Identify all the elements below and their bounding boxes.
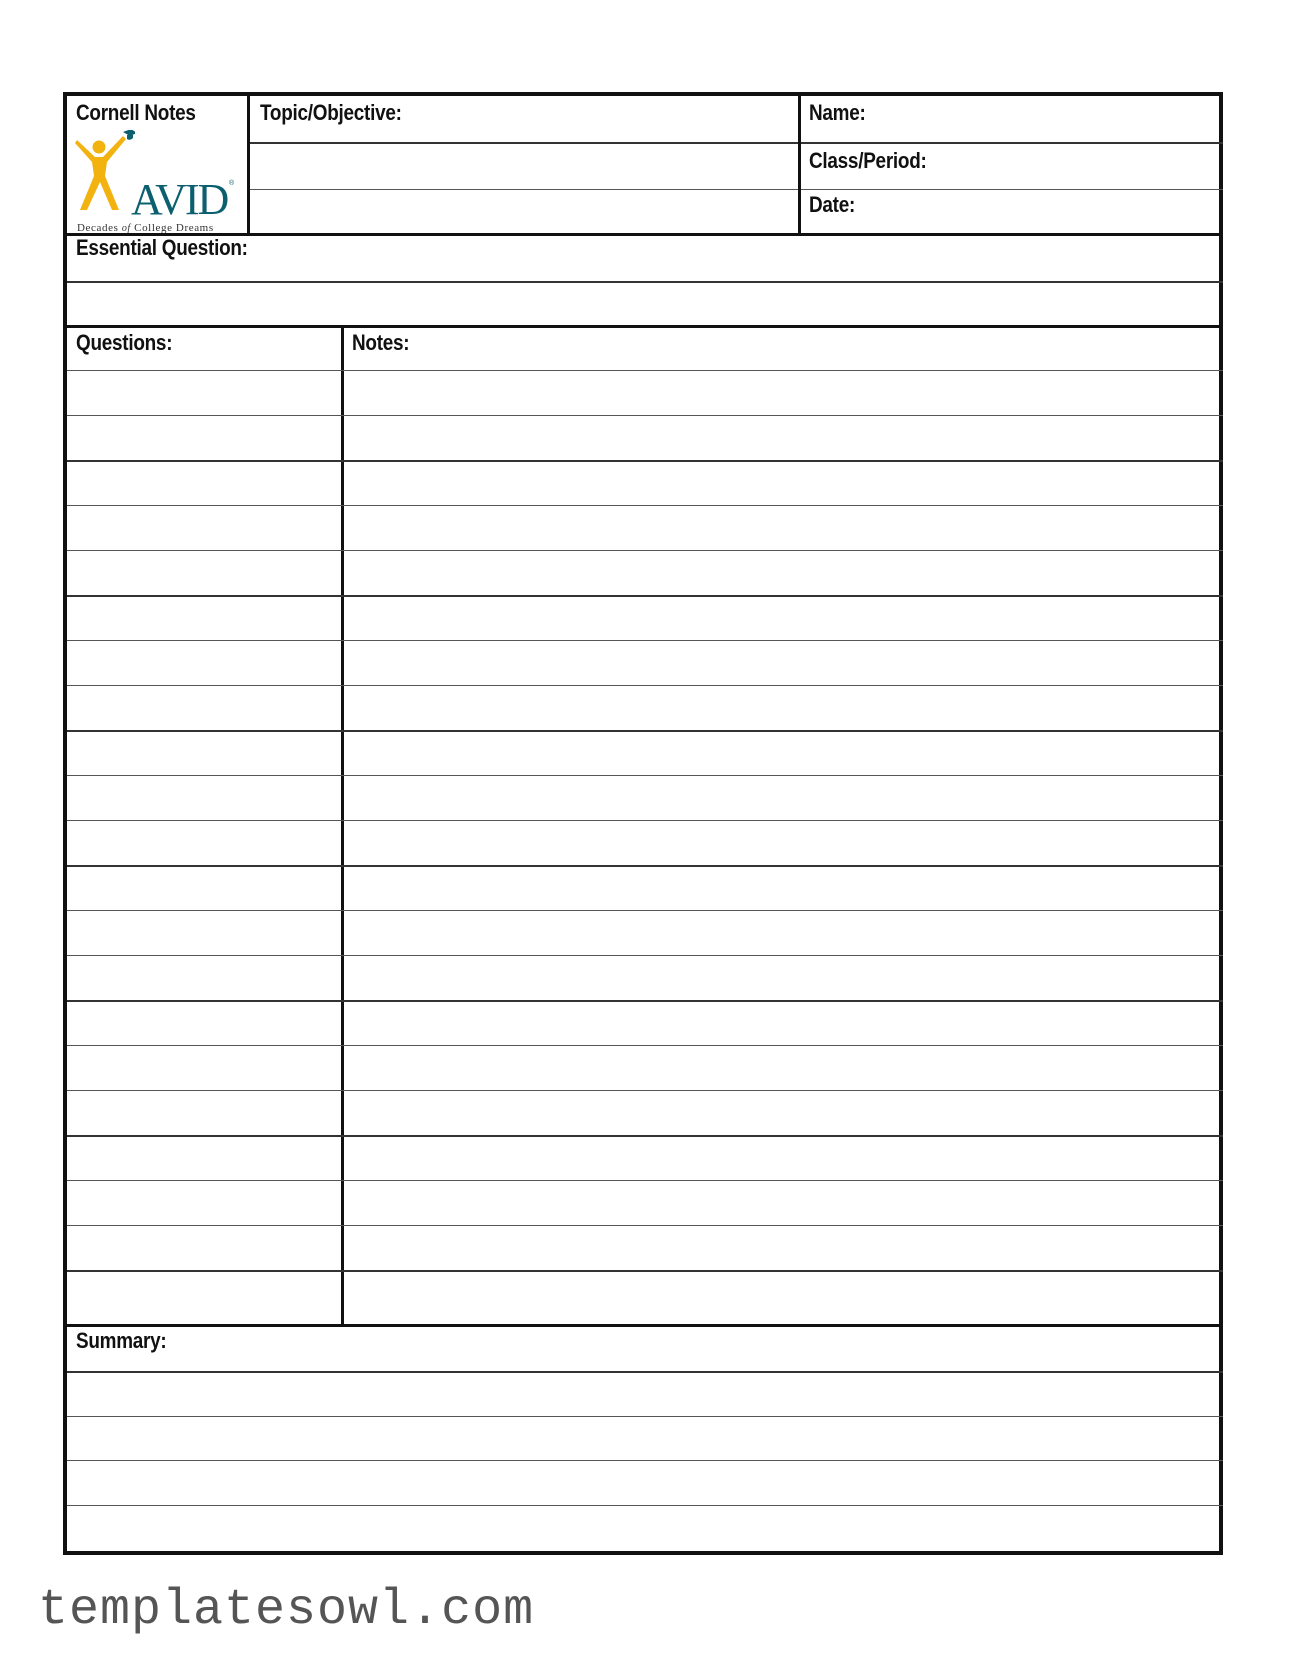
header-divider-left — [247, 96, 250, 236]
name-label: Name: — [809, 100, 866, 125]
form-title: Cornell Notes — [76, 100, 196, 125]
essential-question-line — [67, 281, 1223, 283]
essential-bottom-border — [67, 325, 1223, 328]
avid-logo — [75, 130, 235, 234]
essential-question-label: Essential Question: — [76, 235, 248, 260]
note-rule-line — [67, 955, 1223, 956]
note-rule-line — [67, 1225, 1223, 1226]
questions-label: Questions: — [76, 330, 173, 355]
note-rule-line — [67, 1270, 1223, 1272]
note-rule-line — [67, 415, 1223, 416]
summary-rule-line — [67, 1416, 1223, 1417]
note-rule-line — [67, 775, 1223, 776]
note-rule-line — [67, 595, 1223, 597]
summary-rule-line — [67, 1460, 1223, 1461]
summary-label: Summary: — [76, 1328, 167, 1353]
note-rule-line — [67, 820, 1223, 821]
note-rule-line — [67, 685, 1223, 686]
topic-line-2 — [250, 189, 798, 190]
note-rule-line — [67, 1090, 1223, 1091]
note-rule-line — [67, 1045, 1223, 1046]
name-line — [801, 142, 1223, 144]
note-rule-line — [67, 460, 1223, 462]
note-rule-line — [67, 1135, 1223, 1137]
cornell-notes-form — [63, 92, 1223, 1555]
topic-objective-label: Topic/Objective: — [260, 100, 402, 125]
class-line — [801, 189, 1223, 190]
questions-notes-divider — [341, 326, 344, 1326]
note-rule-line — [67, 865, 1223, 867]
notes-bottom-border — [67, 1324, 1223, 1327]
note-rule-line — [67, 550, 1223, 551]
summary-rule-line — [67, 1371, 1223, 1373]
header-divider-right — [798, 96, 801, 236]
date-label: Date: — [809, 192, 856, 217]
avid-brand-text: AVID — [131, 175, 228, 224]
note-rule-line — [67, 640, 1223, 641]
note-rule-line — [67, 505, 1223, 506]
watermark: templatesowl.com — [38, 1582, 535, 1639]
registered-mark: ® — [229, 180, 235, 187]
avid-tagline: Decades of College Dreams — [77, 222, 214, 234]
note-rule-line — [67, 730, 1223, 732]
class-period-label: Class/Period: — [809, 148, 927, 173]
note-rule-line — [67, 1000, 1223, 1002]
note-rule-line — [67, 910, 1223, 911]
note-rule-line — [67, 1180, 1223, 1181]
avid-figure-icon — [75, 130, 135, 212]
notes-label: Notes: — [352, 330, 410, 355]
topic-line-1 — [250, 142, 798, 144]
summary-rule-line — [67, 1505, 1223, 1506]
note-rule-line — [67, 370, 1223, 371]
